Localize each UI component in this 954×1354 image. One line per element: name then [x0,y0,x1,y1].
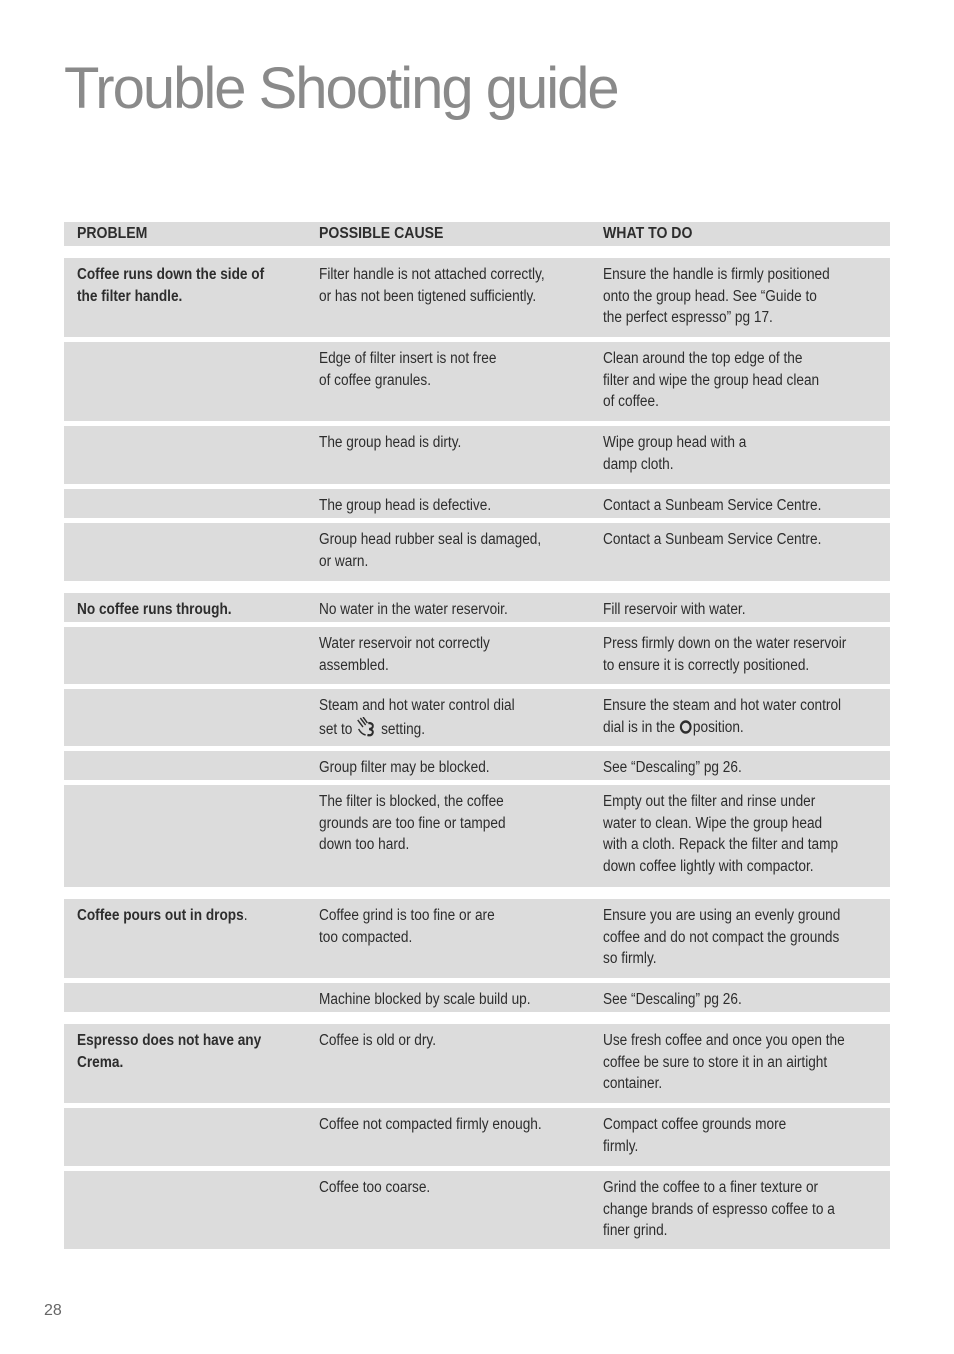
cause-cell: No water in the water reservoir. [319,601,508,618]
table-row [64,785,890,887]
table-row [64,258,890,337]
problem-cell [77,523,315,529]
cause-cell: Water reservoir not correctly assembled. [319,635,490,674]
header-problem: PROBLEM [77,225,148,242]
cause-cell: Filter handle is not attached correctly, or has not been tigtened sufficiently. [319,266,545,305]
steam-icon [356,717,377,744]
page-title: Trouble Shooting guide [64,56,618,121]
table-header-row [64,222,890,246]
action-cell: Clean around the top edge of the filter and wipe the group head clean of coffee. [603,350,820,410]
problem-cell [77,426,315,432]
table-row [64,342,890,421]
problem-cell: Coffee runs down the side of the filter handle. [77,266,265,305]
action-cell: Wipe group head with a damp cloth. [603,434,747,473]
table-row [64,983,890,1012]
action-cell: Compact coffee grounds more firmly. [603,1116,787,1155]
table-row [64,751,890,780]
action-cell: Ensure the handle is firmly positioned onto the group head. See “Guide to the perfect espresso” pg 17. [603,266,830,326]
action-cell: See “Descaling” pg 26. [603,991,742,1008]
problem-cell [77,751,315,757]
table-row [64,689,890,746]
problem-cell [77,785,315,791]
cause-cell: Group head rubber seal is damaged, or warn. [319,531,542,570]
cause-cell: The filter is blocked, the coffee grounds are too fine or tamped down too hard. [319,793,506,853]
action-cell: Contact a Sunbeam Service Centre. [603,531,822,548]
table-row [64,1108,890,1166]
problem-cell [77,342,315,348]
table-row [64,426,890,484]
action-cell: Fill reservoir with water. [603,601,746,618]
header-cause: POSSIBLE CAUSE [319,225,444,242]
action-cell: Contact a Sunbeam Service Centre. [603,497,822,514]
cause-cell: The group head is dirty. [319,434,462,451]
cause-cell: Coffee grind is too fine or are too compacted. [319,907,495,946]
action-line: position. [692,718,744,736]
problem-cell: No coffee runs through. [77,601,232,618]
problem-cell [77,489,315,495]
action-cell: Ensure you are using an evenly ground coffee and do not compact the grounds so firmly. [603,907,841,967]
problem-cell [77,627,315,633]
cause-cell: Coffee is old or dry. [319,1032,437,1049]
cause-cell: Edge of filter insert is not free of coffee granules. [319,350,497,389]
table-row [64,1024,890,1103]
problem-cell [77,899,315,927]
cause-cell [319,689,596,743]
action-cell: Grind the coffee to a finer texture or change brands of espresso coffee to a finer grind. [603,1179,835,1239]
troubleshooting-table [64,222,890,1249]
table-row [64,593,890,622]
action-cell: Use fresh coffee and once you open the coffee be sure to store it in an airtight container. [603,1032,845,1092]
cause-line: setting. [381,720,426,738]
cause-cell: The group head is defective. [319,497,492,514]
cause-line: set to [319,720,353,738]
header-action: WHAT TO DO [603,225,693,242]
problem-cell [77,1108,315,1114]
problem-cell [77,983,315,989]
off-position-icon [679,719,693,742]
problem-text: Coffee pours out in drops [77,907,244,924]
problem-cell [77,1171,315,1177]
table-row [64,489,890,518]
cause-cell: Coffee not compacted firmly enough. [319,1116,542,1133]
action-cell: Press firmly down on the water reservoir to ensure it is correctly positioned. [603,635,847,674]
cause-cell: Coffee too coarse. [319,1179,431,1196]
cause-cell: Group filter may be blocked. [319,759,490,776]
table-row [64,523,890,581]
problem-suffix: . [243,907,248,924]
cause-cell: Machine blocked by scale build up. [319,991,531,1008]
action-cell: Empty out the filter and rinse under water to clean. Wipe the group head with a cloth. Repack the filter and tamp down coffee lightly with compactor. [603,793,839,875]
cause-line: Steam and hot water control dial [319,697,515,714]
table-row [64,899,890,978]
problem-cell [77,689,315,695]
action-line: Ensure the steam and hot water control dial is in the [603,697,842,736]
table-row [64,627,890,684]
table-row [64,1171,890,1249]
action-cell: See “Descaling” pg 26. [603,759,742,776]
problem-cell: Espresso does not have any Crema. [77,1032,262,1071]
action-cell [603,689,889,741]
page-number: 28 [44,1302,62,1319]
